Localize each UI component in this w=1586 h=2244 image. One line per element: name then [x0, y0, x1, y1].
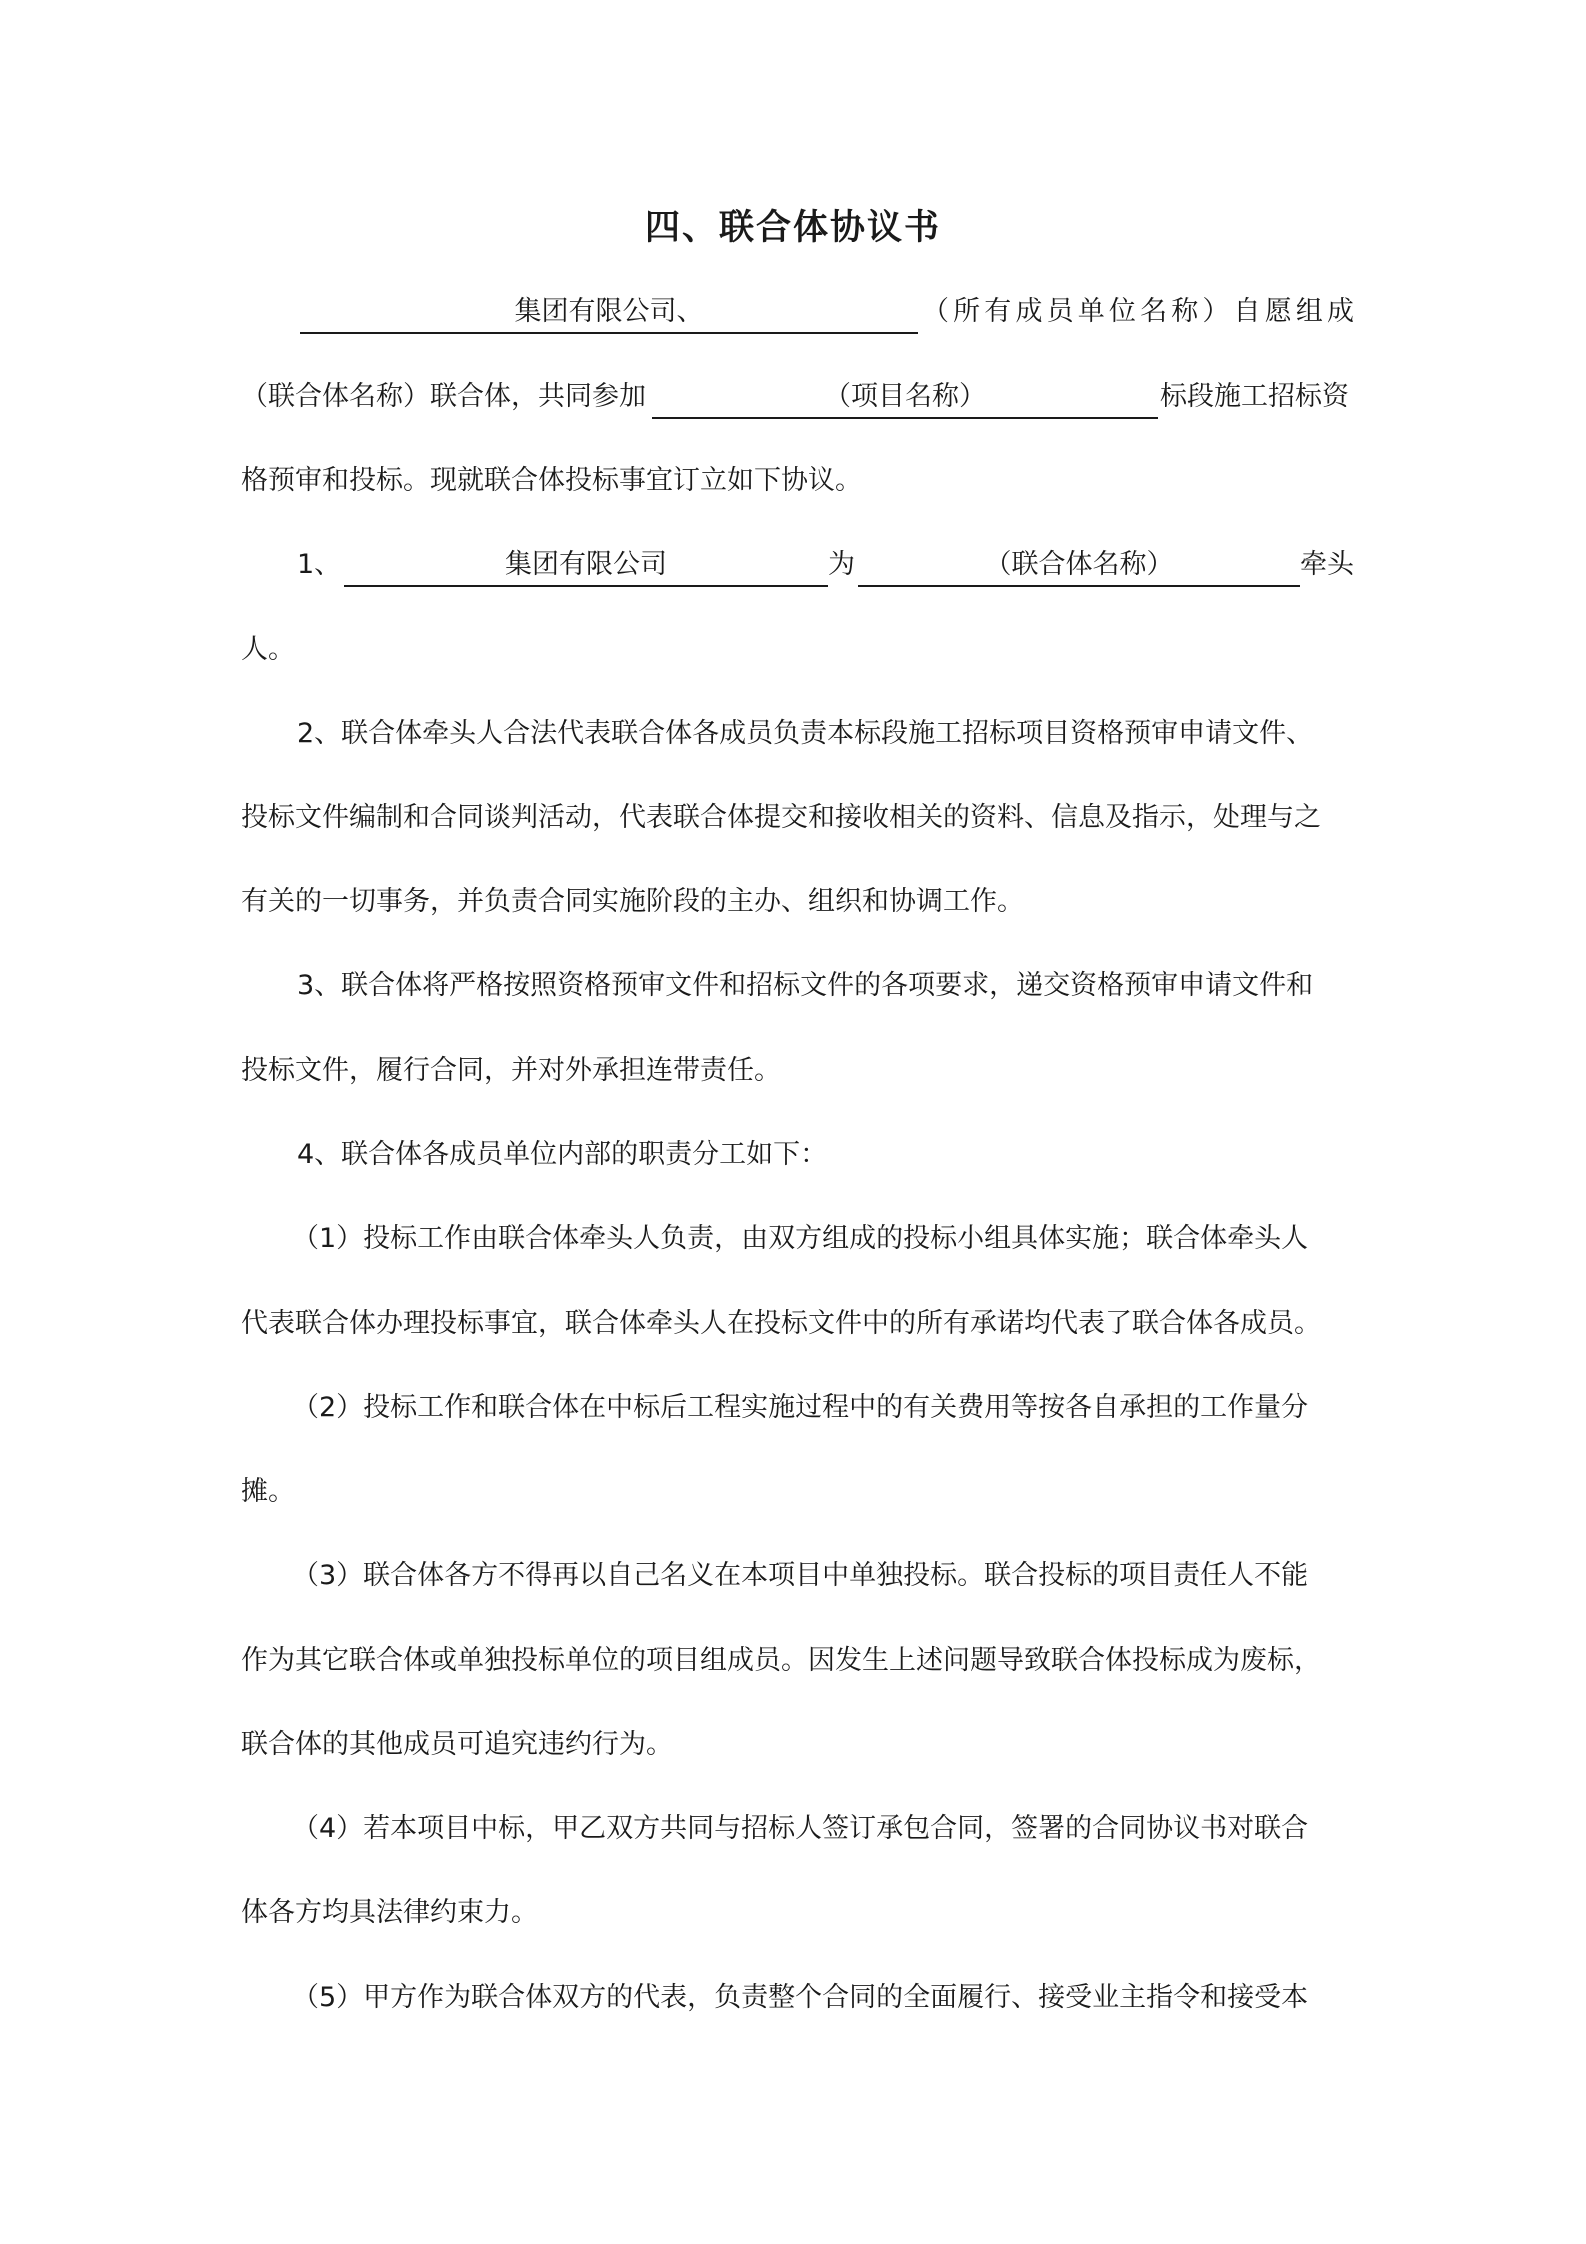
sub-2-line-2: [0, 1470, 1586, 1514]
member-names-blank: 集团有限公司、: [300, 290, 918, 334]
sub-4-line-2: [0, 1891, 1586, 1935]
sub-2-text-1: （2）投标工作和联合体在中标后工程实施过程中的有关费用等按各自承担的工作量分: [292, 1392, 1309, 1423]
clause-2-line-2: [0, 796, 1586, 840]
intro-line-2-head: （联合体名称）联合体，共同参加: [241, 381, 646, 412]
clause-4-text-1: 4、联合体各成员单位内部的职责分工如下：: [297, 1139, 828, 1170]
project-name-blank: （项目名称）: [652, 375, 1158, 419]
lead-member-blank: 集团有限公司: [344, 543, 828, 587]
clause-3-line-2: [0, 1049, 1586, 1093]
page-title: 四、联合体协议书: [644, 208, 941, 248]
sub-3-text-3: 联合体的其他成员可追究违约行为。: [241, 1729, 673, 1760]
clause-2-text-3: 有关的一切事务，并负责合同实施阶段的主办、组织和协调工作。: [241, 886, 1024, 917]
sub-2-line-1: [0, 1386, 1586, 1430]
intro-line-1-tail: （所有成员单位名称）自愿组成: [922, 296, 1354, 327]
sub-4-line-1: [0, 1807, 1586, 1851]
sub-3-line-2: [0, 1639, 1586, 1683]
sub-1-text-2: 代表联合体办理投标事宜，联合体牵头人在投标文件中的所有承诺均代表了联合体各成员。: [241, 1308, 1321, 1339]
clause-1-line-2: [0, 628, 1586, 672]
clause-3-text-2: 投标文件，履行合同，并对外承担连带责任。: [241, 1055, 781, 1086]
sub-3-line-1: [0, 1554, 1586, 1598]
sub-3-text-1: （3）联合体各方不得再以自己名义在本项目中单独投标。联合投标的项目责任人不能: [292, 1560, 1309, 1591]
sub-5-line-1: [0, 1976, 1586, 2020]
intro-line-3: [0, 459, 1586, 503]
sub-1-line-1: [0, 1217, 1586, 1261]
clause-2-line-3: [0, 880, 1586, 924]
sub-3-text-2: 作为其它联合体或单独投标单位的项目组成员。因发生上述问题导致联合体投标成为废标，: [241, 1645, 1321, 1676]
sub-5-text-1: （5）甲方作为联合体双方的代表，负责整个合同的全面履行、接受业主指令和接受本: [292, 1982, 1309, 2013]
consortium-name-blank: （联合体名称）: [858, 543, 1300, 587]
clause-1-line-1: [0, 543, 1586, 587]
clause-4-line-1: [0, 1133, 1586, 1177]
clause-2-text-1: 2、联合体牵头人合法代表联合体各成员负责本标段施工招标项目资格预审申请文件、: [297, 718, 1314, 749]
clause-1-cont: 人。: [241, 634, 295, 665]
clause-2-line-1: [0, 712, 1586, 756]
sub-1-text-1: （1）投标工作由联合体牵头人负责，由双方组成的投标小组具体实施；联合体牵头人: [292, 1223, 1309, 1254]
sub-2-text-2: 摊。: [241, 1476, 295, 1507]
clause-1-number: 1、: [297, 549, 342, 580]
clause-3-text-1: 3、联合体将严格按照资格预审文件和招标文件的各项要求，递交资格预审申请文件和: [297, 970, 1314, 1001]
sub-3-line-3: [0, 1723, 1586, 1767]
intro-line-2-tail: 标段施工招标资: [1160, 381, 1349, 412]
clause-1-mid: 为: [828, 549, 855, 580]
intro-line-3-text: 格预审和投标。现就联合体投标事宜订立如下协议。: [241, 465, 862, 496]
sub-1-line-2: [0, 1302, 1586, 1346]
clause-1-tail: 牵头: [1300, 549, 1354, 580]
clause-3-line-1: [0, 964, 1586, 1008]
intro-line-1: [0, 290, 1586, 334]
sub-4-text-1: （4）若本项目中标，甲乙双方共同与招标人签订承包合同，签署的合同协议书对联合: [292, 1813, 1309, 1844]
clause-2-text-2: 投标文件编制和合同谈判活动，代表联合体提交和接收相关的资料、信息及指示，处理与之: [241, 802, 1321, 833]
sub-4-text-2: 体各方均具法律约束力。: [241, 1897, 538, 1928]
intro-line-2: [0, 375, 1586, 419]
